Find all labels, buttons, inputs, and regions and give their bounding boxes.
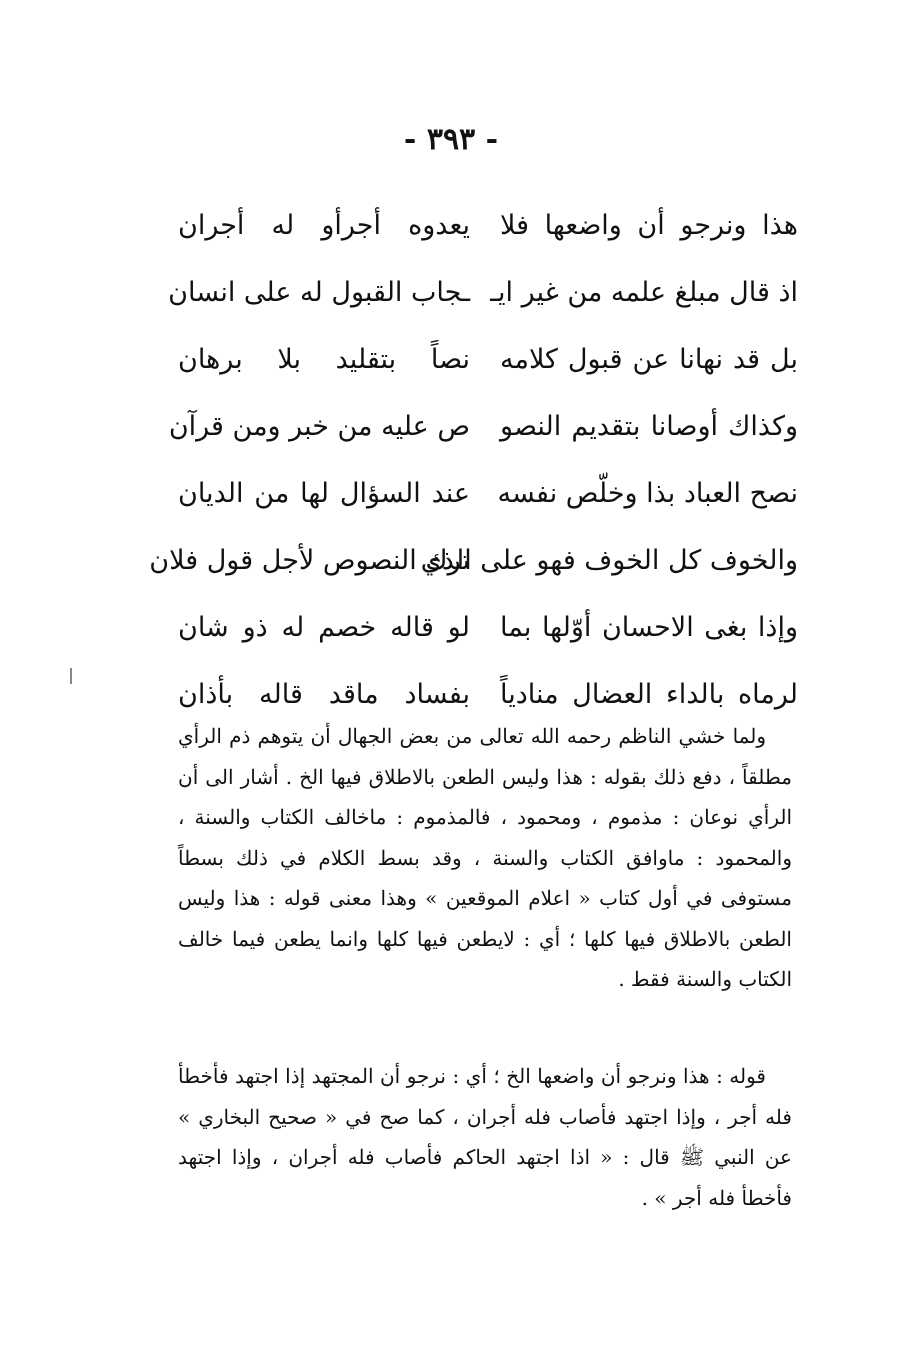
verse-first-hemistich: اذ قال مبلغ علمه من غير ايـ [490, 277, 798, 308]
poem-verses [149, 192, 798, 728]
verse-line [168, 259, 798, 326]
verse-line [178, 594, 798, 661]
verse-line [178, 460, 798, 527]
verse-second-hemistich: ترك النصوص لأجل قول فلان [149, 545, 470, 576]
verse-first-hemistich: وإذا بغى الاحسان أوّلها بما [500, 612, 798, 643]
verse-second-hemistich: ص عليه من خبر ومن قرآن [168, 411, 470, 442]
verse-second-hemistich: عند السؤال لها من الديان [178, 478, 470, 509]
verse-first-hemistich: هذا ونرجو أن واضعها فلا [500, 210, 798, 241]
verse-second-hemistich: بفساد ماقد قاله بأذان [178, 679, 470, 710]
page-number: - ٣٩٣ - [403, 122, 499, 157]
verse-first-hemistich: لرماه بالداء العضال منادياً [500, 679, 798, 710]
commentary-paragraph: ولما خشي الناظم رحمه الله تعالى من بعض الجهال أن يتوهم ذم الرأي مطلقاً ، دفع ذلك بقوله : هذا وليس الطعن بالاطلاق فيها الخ . أشار الى أن الرأي نوعان : مذموم ، ومحمود ، فالمذموم : ماخالف الكتاب والسنة ، والمحمود : ماوافق الكتاب والسنة ، وقد بسط الكلام في ذلك بسطاً مستوفى في أول كتاب « اعلام الموقعين » وهذا معنى قوله : هذا وليس الطعن بالاطلاق فيها كلها ؛ أي : لايطعن فيها كلها وانما يطعن فيما خالف الكتاب والسنة فقط . [178, 724, 792, 991]
commentary-block [178, 716, 792, 1000]
verse-second-hemistich: نصاً بتقليد بلا برهان [178, 344, 470, 375]
verse-line [178, 192, 798, 259]
verse-first-hemistich: والخوف كل الخوف فهو على الذي [420, 545, 798, 576]
commentary-paragraph: قوله : هذا ونرجو أن واضعها الخ ؛ أي : نرجو أن المجتهد إذا اجتهد فأخطأ فله أجر ، وإذا اجتهد فأصاب فله أجران ، كما صح في « صحيح البخاري » عن النبي ﷺ قال : « اذا اجتهد الحاكم فأصاب فله أجران ، وإذا اجتهد فأخطأ فله أجر » . [178, 1064, 792, 1210]
verse-line [168, 393, 798, 460]
verse-first-hemistich: نصح العباد بذا وخلّص نفسه [497, 478, 798, 509]
verse-first-hemistich: وكذاك أوصانا بتقديم النصو [500, 411, 798, 442]
verse-first-hemistich: بل قد نهانا عن قبول كلامه [500, 344, 798, 375]
verse-second-hemistich: ـجاب القبول له على انسان [168, 277, 470, 308]
commentary-block [178, 1056, 792, 1218]
verse-second-hemistich: لو قاله خصم له ذو شان [178, 612, 470, 643]
verse-line [149, 527, 798, 594]
verse-second-hemistich: يعدوه أجرأو له أجران [178, 210, 470, 241]
margin-mark [70, 668, 72, 684]
verse-line [178, 326, 798, 393]
